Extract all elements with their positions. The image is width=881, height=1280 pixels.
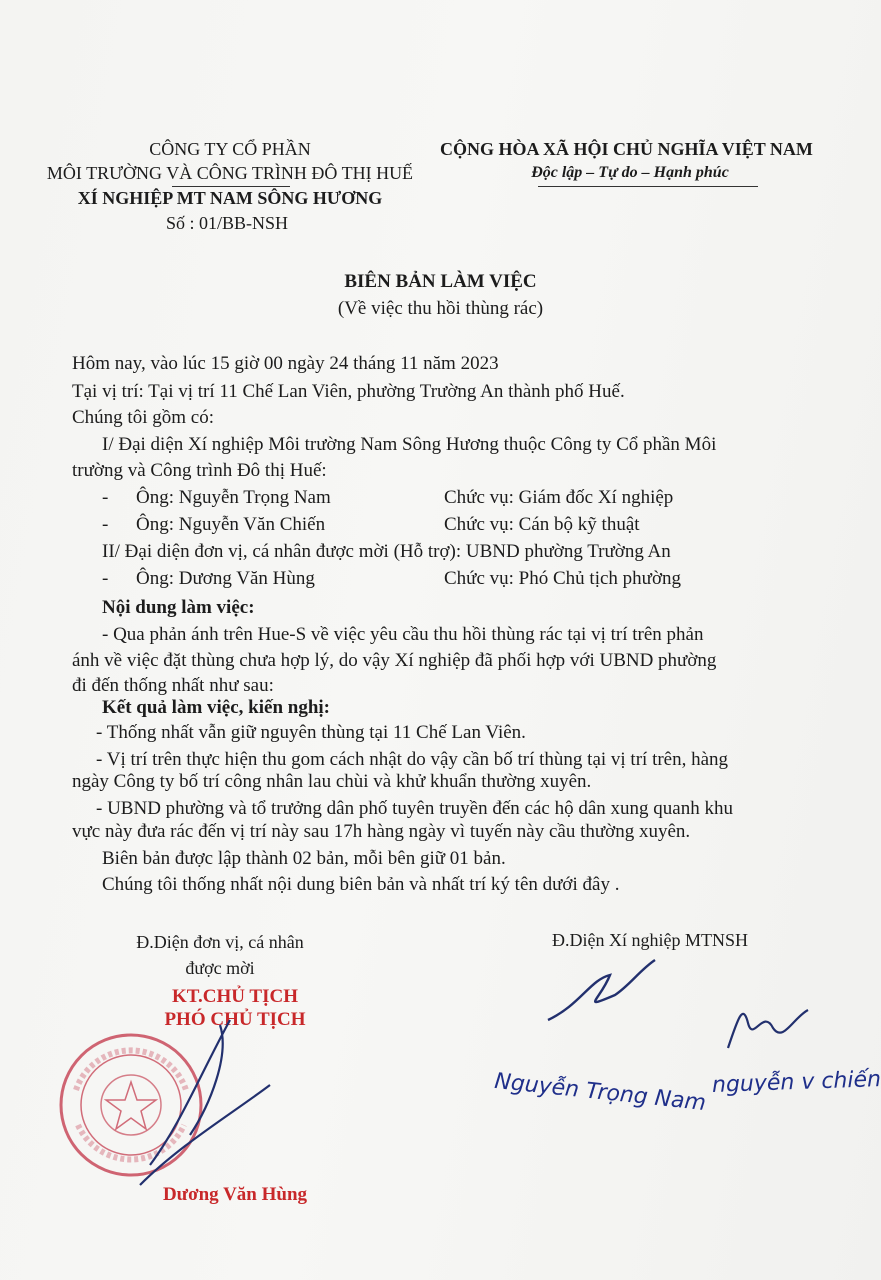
- left-signer-title-1: KT.CHỦ TỊCH: [172, 986, 298, 1007]
- agreement-line: Chúng tôi thống nhất nội dung biên bản và nhất trí ký tên dưới đây .: [102, 874, 620, 895]
- content-heading: Nội dung làm việc:: [102, 597, 255, 618]
- result-3-line-1: - UBND phường và tổ trưởng dân phố tuyên truyền đến các hộ dân xung quanh khu: [96, 798, 733, 819]
- officer-handwritten-name: nguyễn v chiến: [711, 1067, 881, 1098]
- left-signer-label-2: được mời: [185, 958, 255, 978]
- intro-members: Chúng tôi gồm có:: [72, 407, 214, 428]
- company-name-2: MÔI TRƯỜNG VÀ CÔNG TRÌNH ĐÔ THỊ HUẾ: [46, 163, 414, 183]
- section-1-line-2: trường và Công trình Đô thị Huế:: [72, 460, 327, 481]
- content-line-2: ánh về việc đặt thùng chưa hợp lý, do vậy Xí nghiệp đã phối hợp với UBND phường: [72, 650, 717, 671]
- director-handwritten-name: Nguyễn Trọng Nam: [493, 1068, 708, 1117]
- header-underline-left: [172, 186, 290, 187]
- left-signer-label-1: Đ.Diện đơn vị, cá nhân: [136, 932, 304, 952]
- motto-underline: [538, 186, 758, 187]
- nation-title: CỘNG HÒA XÃ HỘI CHỦ NGHĨA VIỆT NAM: [440, 139, 813, 159]
- nation-motto: Độc lập – Tự do – Hạnh phúc: [531, 164, 729, 181]
- rep-1-position: Chức vụ: Giám đốc Xí nghiệp: [444, 487, 674, 508]
- result-2-line-2: ngày Công ty bố trí công nhân lau chùi và khử khuẩn thường xuyên.: [72, 771, 592, 792]
- enterprise-name: XÍ NGHIỆP MT NAM SÔNG HƯƠNG: [77, 188, 383, 208]
- result-3-line-2: vực này đưa rác đến vị trí này sau 17h hàng ngày vì tuyến này cầu thường xuyên.: [72, 821, 691, 842]
- results-heading: Kết quả làm việc, kiến nghị:: [102, 697, 331, 718]
- rep-2-position: Chức vụ: Cán bộ kỹ thuật: [444, 514, 640, 535]
- result-2-line-1: - Vị trí trên thực hiện thu gom cách nhật do vậy cần bố trí thùng tại vị trí trên, hàng: [96, 749, 729, 770]
- document-subtitle: (Về việc thu hồi thùng rác): [337, 298, 544, 319]
- right-signer-label: Đ.Diện Xí nghiệp MTNSH: [552, 930, 748, 950]
- rep-3-position: Chức vụ: Phó Chủ tịch phường: [444, 568, 682, 589]
- intro-date: Hôm nay, vào lúc 15 giờ 00 ngày 24 tháng 11 năm 2023: [72, 353, 499, 374]
- result-1: - Thống nhất vẫn giữ nguyên thùng tại 11 Chế Lan Viên.: [96, 722, 526, 743]
- director-signature: [540, 955, 670, 1030]
- rep-3-dash: -: [102, 568, 109, 589]
- left-signature: [80, 1015, 280, 1195]
- left-signer-name: Dương Văn Hùng: [162, 1184, 308, 1205]
- content-line-1: - Qua phản ánh trên Hue-S về việc yêu cầu thu hồi thùng rác tại vị trí trên phản: [102, 624, 704, 645]
- content-line-3: đi đến thống nhất như sau:: [72, 675, 274, 696]
- officer-signature: [718, 988, 818, 1058]
- section-2-line: II/ Đại diện đơn vị, cá nhân được mời (Hỗ trợ): UBND phường Trường An: [102, 541, 671, 562]
- rep-2-name: Ông: Nguyễn Văn Chiến: [136, 514, 326, 535]
- rep-1-name: Ông: Nguyễn Trọng Nam: [136, 487, 331, 508]
- section-1-line-1: I/ Đại diện Xí nghiệp Môi trường Nam Sông Hương thuộc Công ty Cổ phần Môi: [102, 434, 717, 455]
- company-name: CÔNG TY CỔ PHẦN: [149, 139, 311, 159]
- rep-3-name: Ông: Dương Văn Hùng: [136, 568, 315, 589]
- rep-2-dash: -: [102, 514, 109, 535]
- left-signer-title-2: PHÓ CHỦ TỊCH: [164, 1009, 306, 1030]
- document-number: Số : 01/BB-NSH: [166, 213, 289, 233]
- copies-line: Biên bản được lập thành 02 bản, mỗi bên giữ 01 bản.: [102, 848, 506, 869]
- rep-1-dash: -: [102, 487, 109, 508]
- document-title: BIÊN BẢN LÀM VIỆC: [344, 271, 537, 292]
- intro-location: Tại vị trí: Tại vị trí 11 Chế Lan Viên, phường Trường An thành phố Huế.: [72, 381, 625, 402]
